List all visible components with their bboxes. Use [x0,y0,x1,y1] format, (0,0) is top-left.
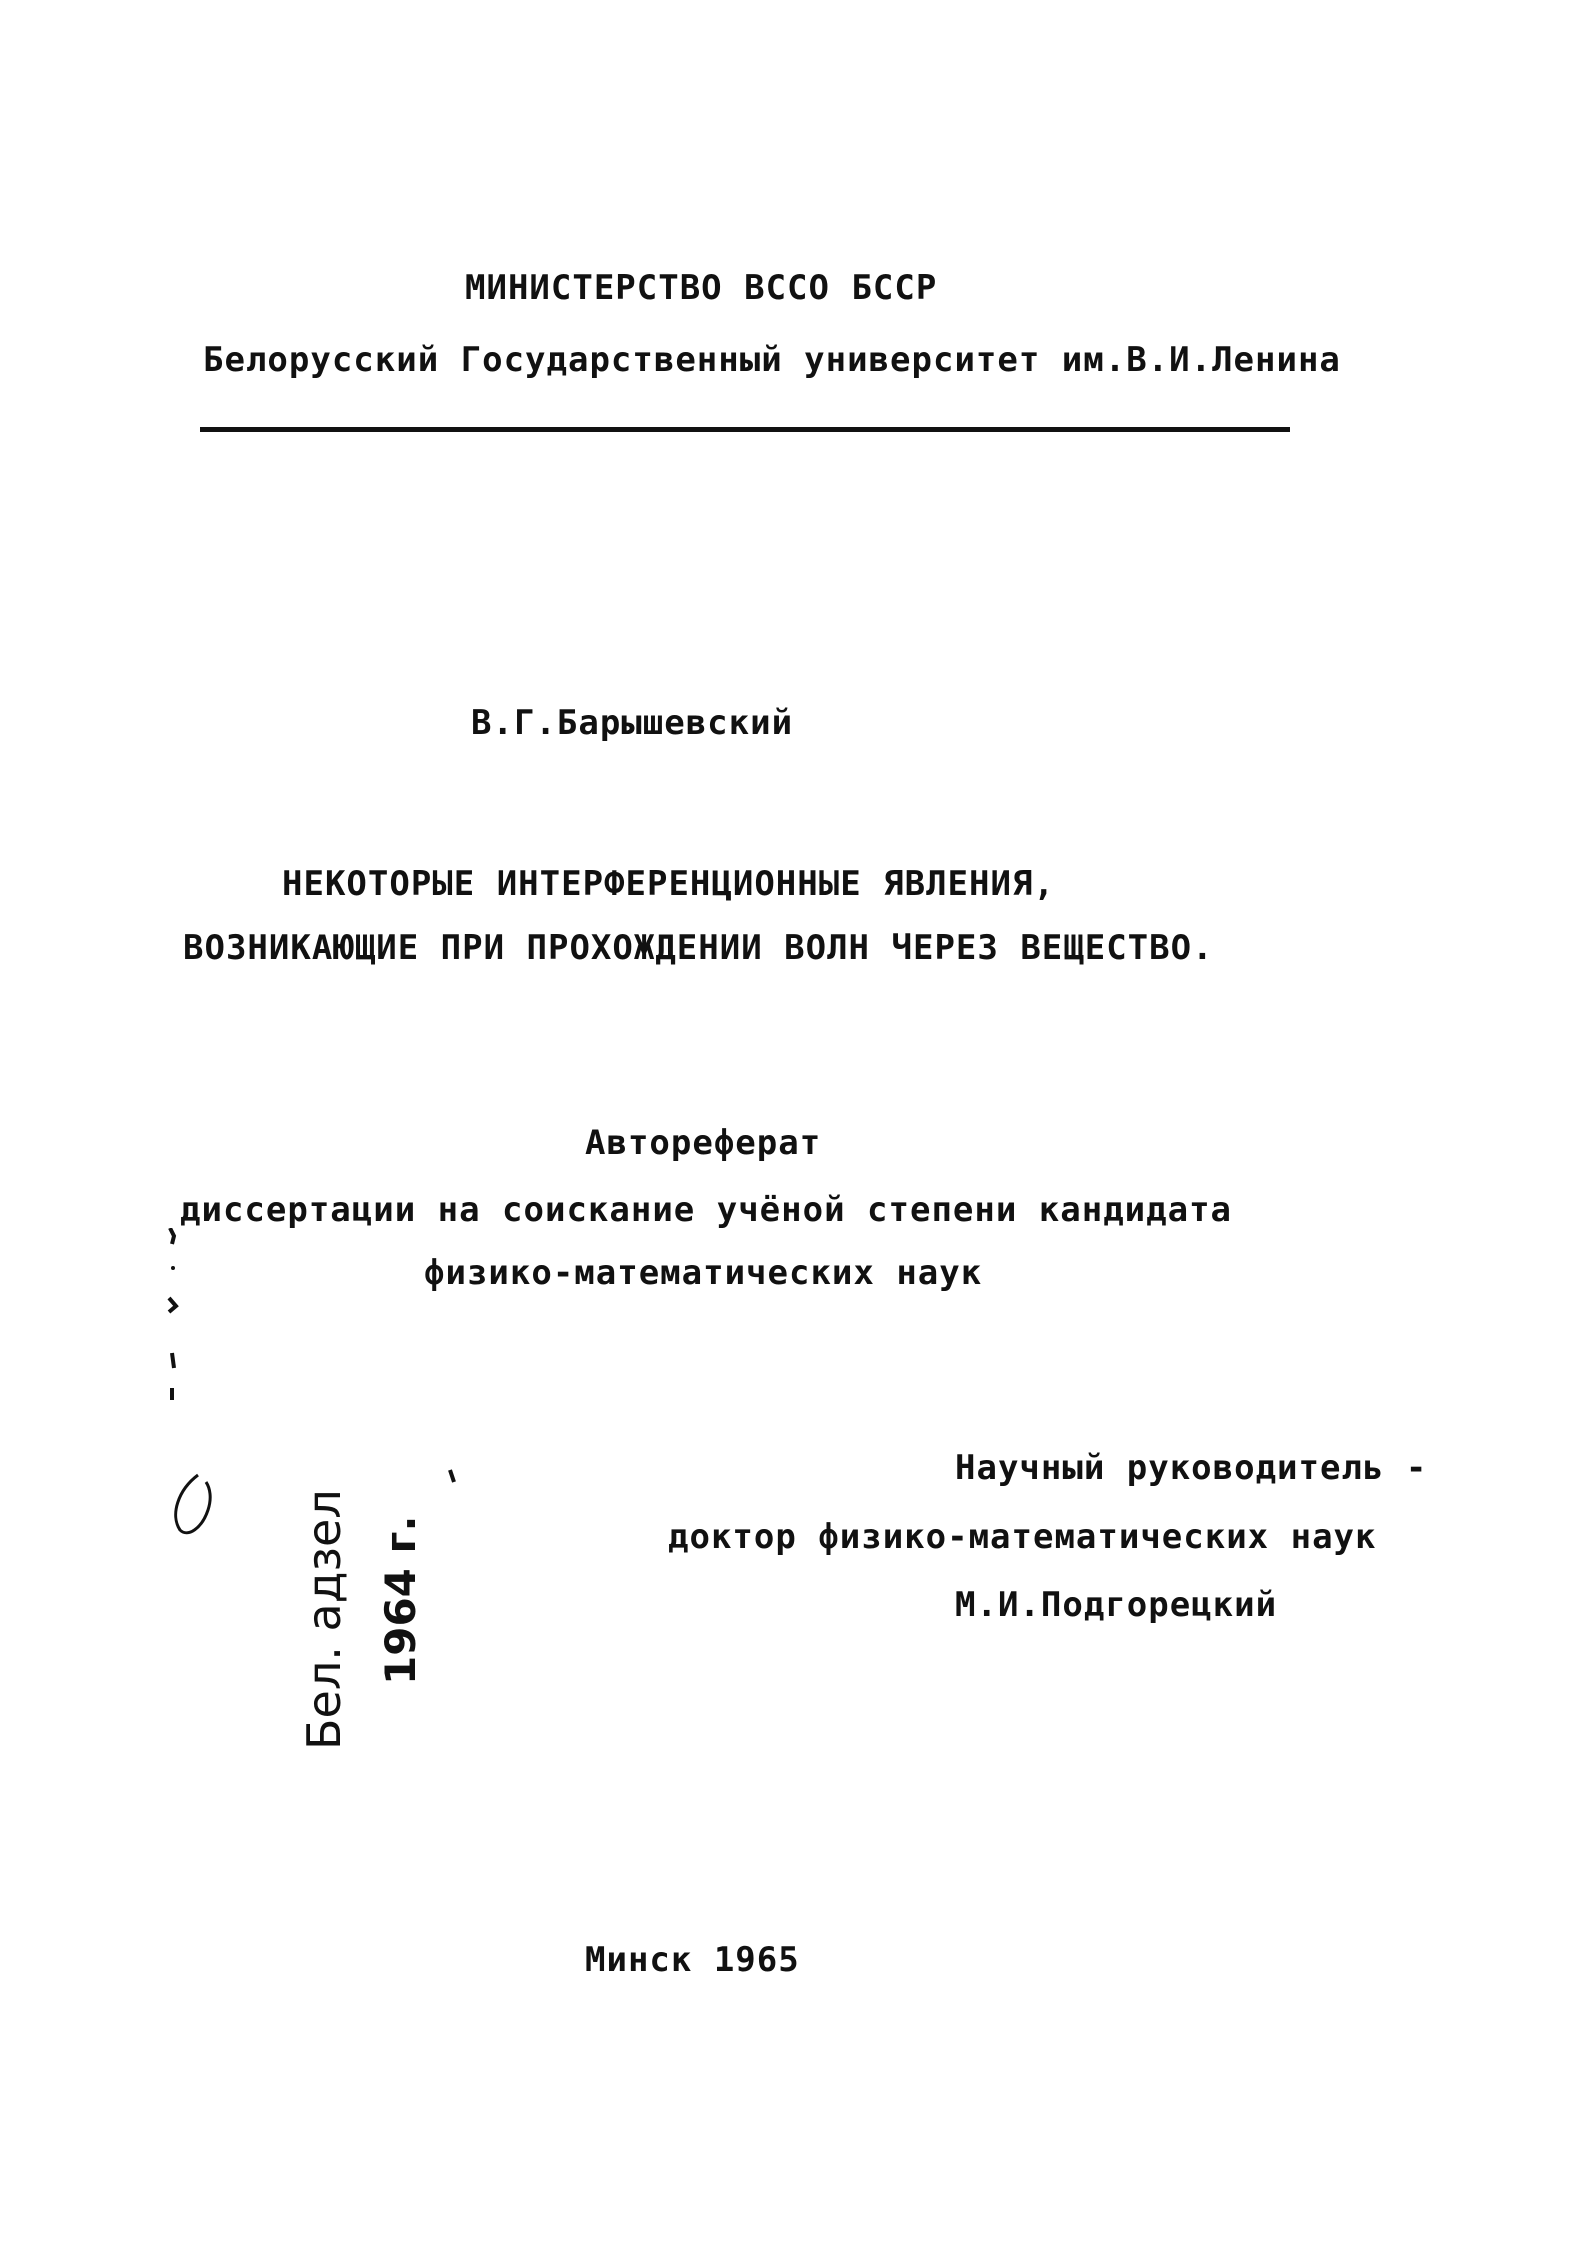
title-line-2: ВОЗНИКАЮЩИЕ ПРИ ПРОХОЖДЕНИИ ВОЛН ЧЕРЕЗ ВЕЩЕСТВО. [183,928,1214,968]
stamp-graphic [300,1460,480,1760]
supervisor-name: М.И.Подгорецкий [955,1585,1278,1625]
city-year: Минск 1965 [585,1940,800,1980]
title-line-1: НЕКОТОРЫЕ ИНТЕРФЕРЕНЦИОННЫЕ ЯВЛЕНИЯ, [282,864,1055,904]
university-heading: Белорусский Государственный университет им.В.И.Ленина [203,340,1341,380]
document-type-label: Автореферат [585,1123,822,1163]
header-divider [200,427,1290,432]
handwritten-mark [168,1470,218,1540]
document-description-line-2: физико-математических наук [424,1253,983,1293]
ministry-heading: МИНИСТЕРСТВО ВССО БССР [465,268,938,308]
margin-marks [164,1228,184,1418]
author-name: В.Г.Барышевский [471,703,794,743]
supervisor-label: Научный руководитель - [955,1448,1428,1488]
svg-text:1964 г.: 1964 г. [376,1515,425,1685]
svg-text:Бел. адзел: Бел. адзел [300,1489,351,1750]
library-stamp [300,1460,480,1760]
document-description-line-1: диссертации на соискание учёной степени кандидата [180,1190,1233,1230]
supervisor-degree: доктор физико-математических наук [668,1517,1377,1557]
